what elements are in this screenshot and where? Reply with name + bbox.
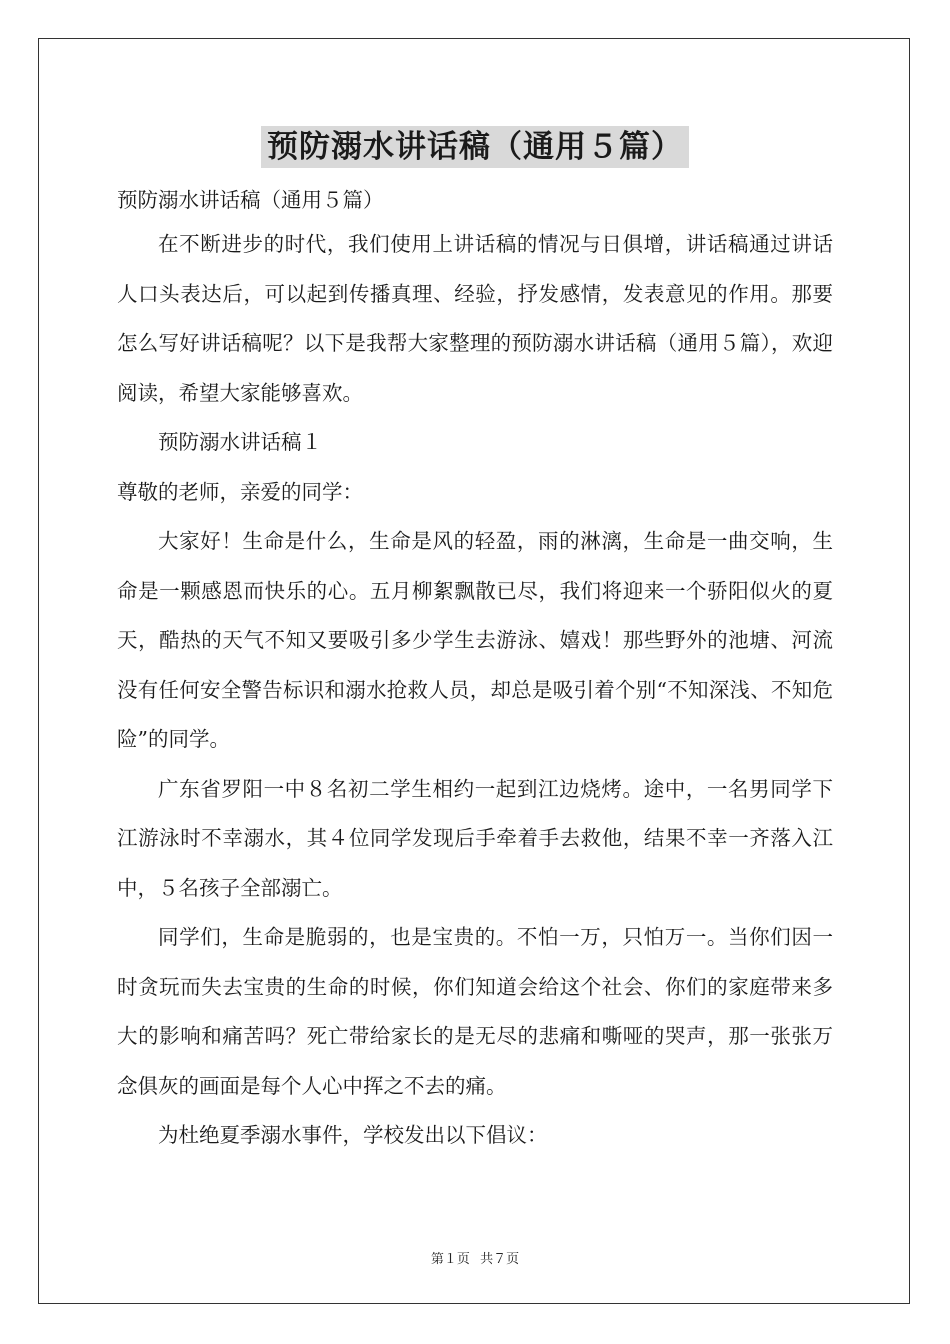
document-subtitle: 预防溺水讲话稿（通用５篇）	[117, 188, 384, 212]
paragraph: 在不断进步的时代，我们使用上讲话稿的情况与日俱增，讲话稿通过讲话人口头表达后，可以起到传播真理、经验，抒发感情，发表意见的作用。那要怎么写好讲话稿呢？以下是我帮大家整理的预防溺水讲话稿（通用５篇），欢迎阅读，希望大家能够喜欢。	[117, 232, 833, 405]
paragraph: 大家好！生命是什么，生命是风的轻盈，雨的淋漓，生命是一曲交响，生命是一颗感恩而快乐的心。五月柳絮飘散已尽，我们将迎来一个骄阳似火的夏天，酷热的天气不知又要吸引多少学生去游泳、嬉戏！那些野外的池塘、河流没有任何安全警告标识和溺水抢救人员，却总是吸引着个别“不知深浅、不知危险”的同学。	[117, 529, 833, 751]
paragraph: 预防溺水讲话稿１	[158, 430, 322, 454]
page-number: 第１页	[430, 1252, 470, 1267]
paragraph: 尊敬的老师，亲爱的同学：	[117, 479, 363, 504]
title-container	[0, 126, 950, 168]
page-footer	[0, 1248, 950, 1267]
document-title: 预防溺水讲话稿（通用５篇）	[261, 126, 689, 168]
paragraph: 同学们，生命是脆弱的，也是宝贵的。不怕一万，只怕万一。当你们因一时贪玩而失去宝贵的生命的时候，你们知道会给这个社会、你们的家庭带来多大的影响和痛苦吗？死亡带给家长的是无尽的悲痛和嘶哑的哭声，那一张张万念俱灰的画面是每个人心中挥之不去的痛。	[117, 925, 833, 1098]
paragraph: 为杜绝夏季溺水事件，学校发出以下倡议：	[158, 1123, 548, 1147]
paragraph: 广东省罗阳一中８名初二学生相约一起到江边烧烤。途中，一名男同学下江游泳时不幸溺水，其４位同学发现后手牵着手去救他，结果不幸一齐落入江中，５名孩子全部溺亡。	[117, 776, 833, 900]
document-body	[117, 180, 833, 1161]
page-total: 共７页	[480, 1252, 520, 1267]
paragraph-list	[117, 220, 833, 1161]
